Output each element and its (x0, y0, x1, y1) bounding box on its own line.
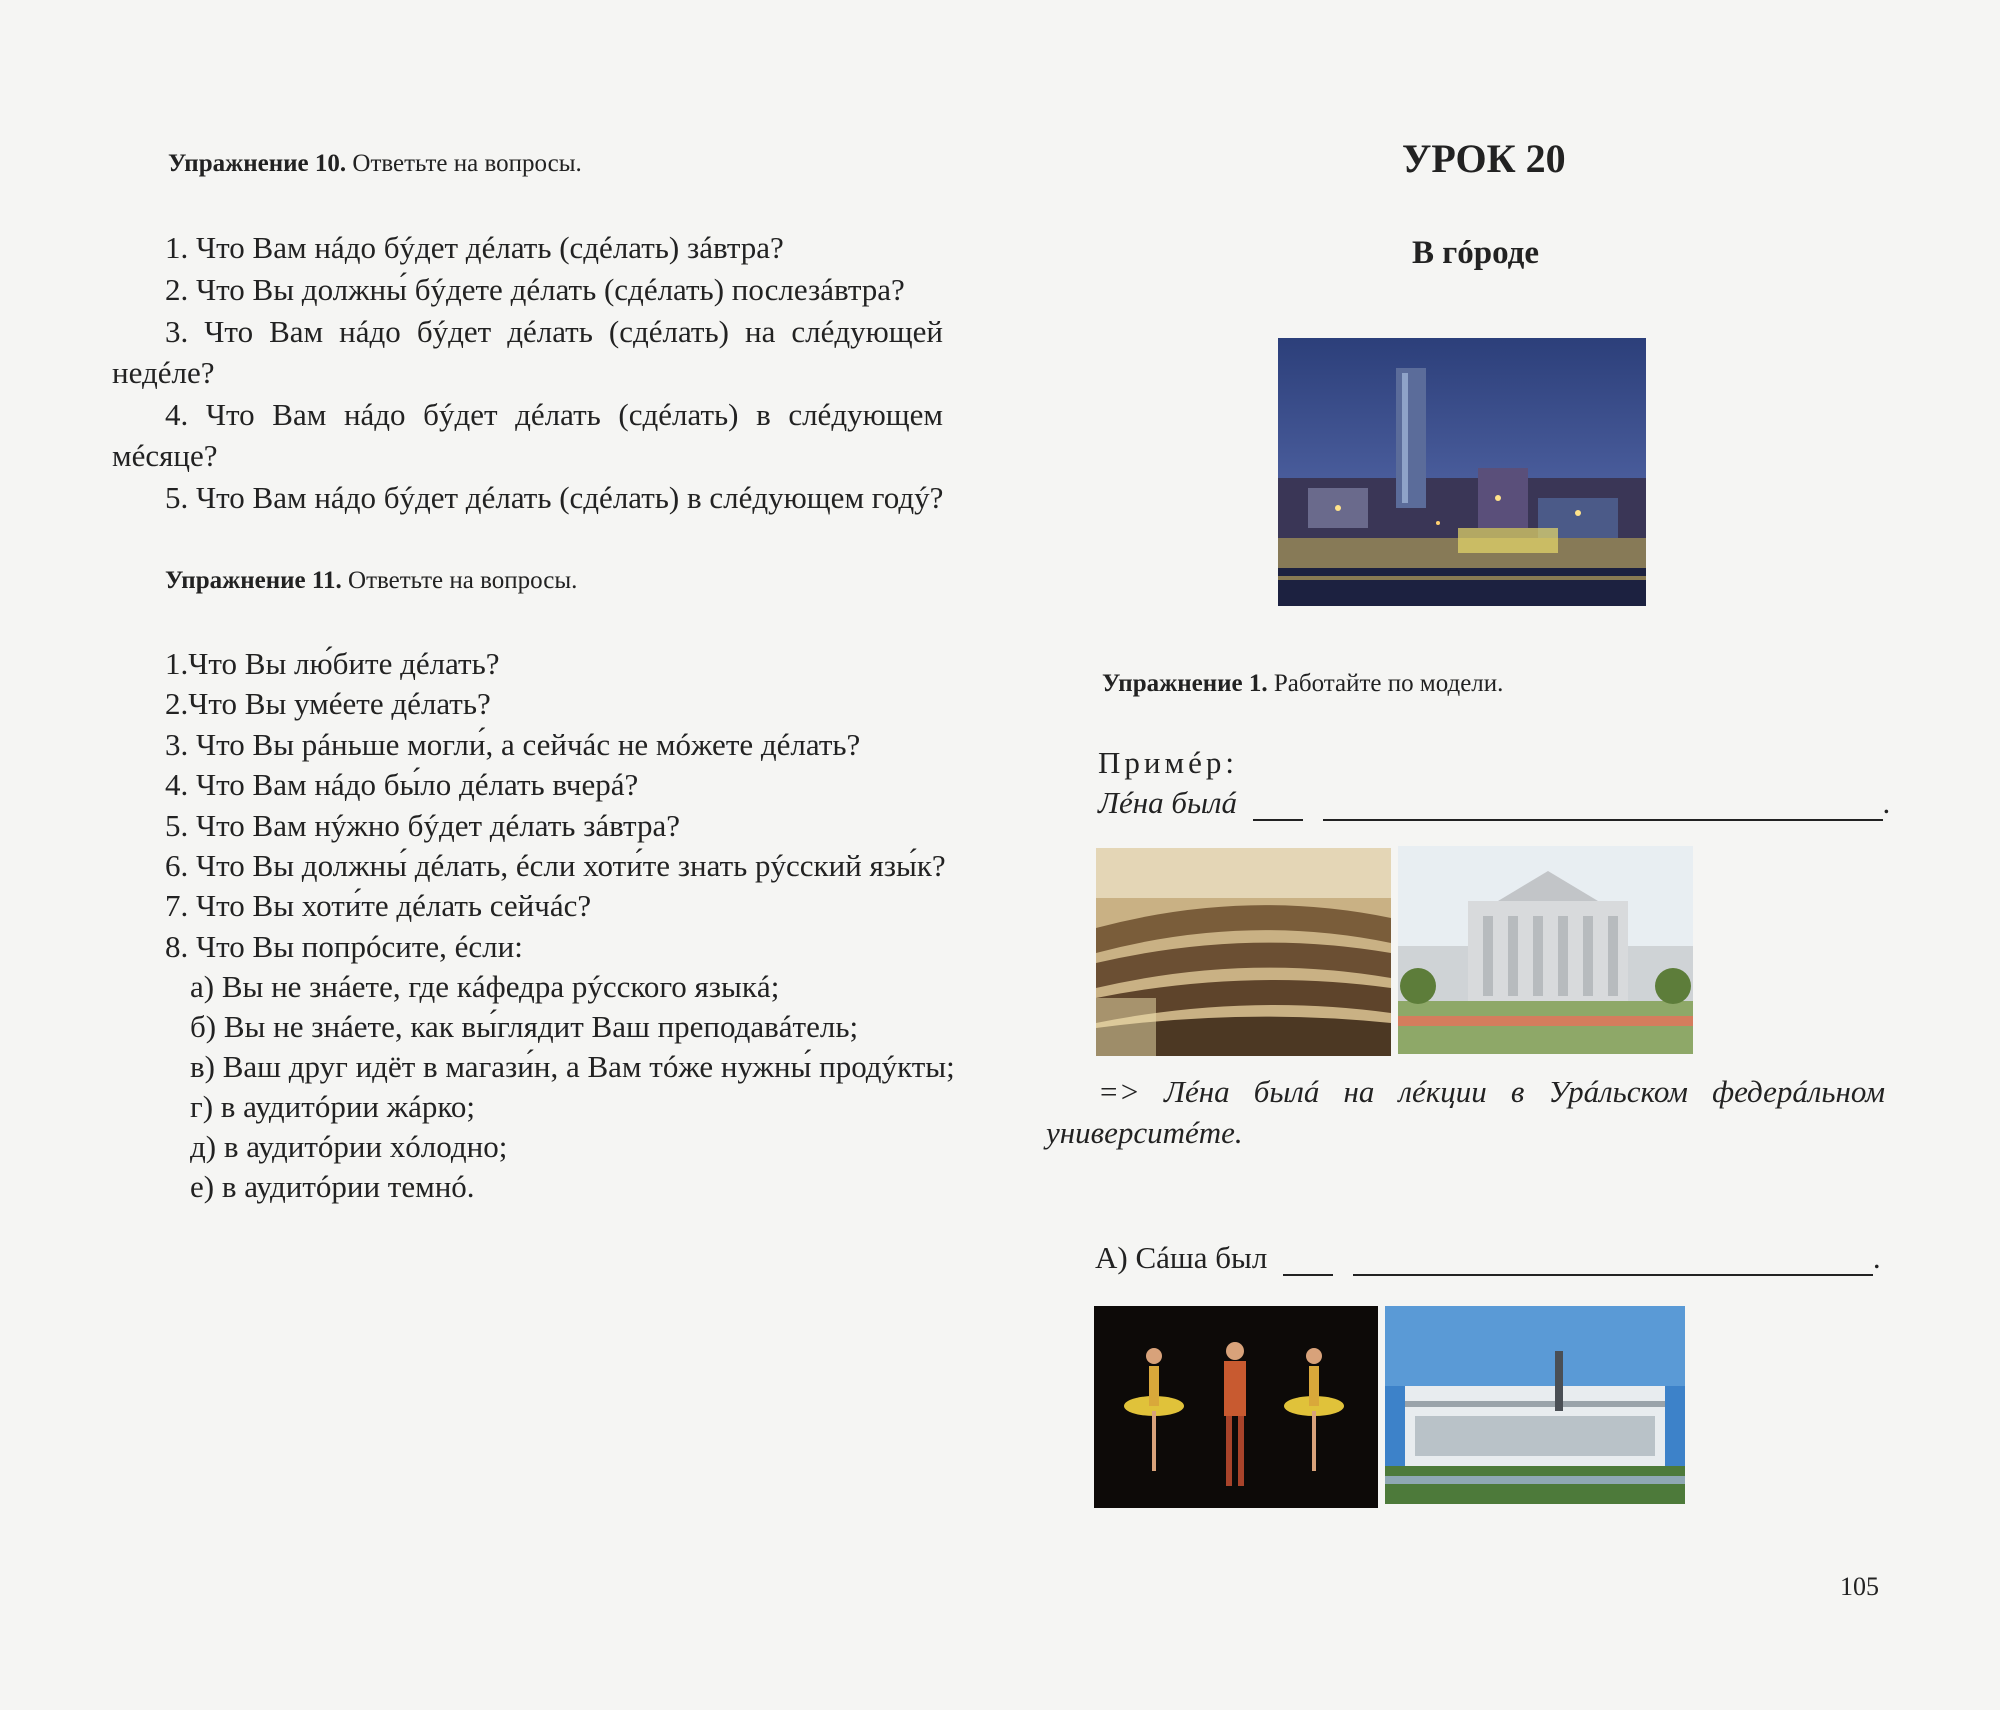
example-answer-line-2: университéте. (1046, 1115, 1243, 1150)
university-building-photo (1398, 846, 1693, 1054)
ex11-question-8: 8. Что Вы попрóсите, éсли: (165, 929, 523, 964)
ex11-question-2: 2.Что Вы умéете дéлать? (165, 686, 491, 721)
ex10-question-4: 4. Что Вам нáдо бýдет дéлать (сдéлать) в слéдующем (165, 397, 943, 432)
exercise-10-label: Упражнение 10. (168, 150, 347, 177)
task-a-blank-short (1283, 1244, 1333, 1276)
lecture-hall-photo (1096, 848, 1391, 1056)
ex11-question-3: 3. Что Вы рáньше могли́, а сейчáс не мóжете дéлать? (165, 727, 861, 762)
ex11-subitem-a: а) Вы не знáете, где кáфедра рýсского языкá; (190, 969, 780, 1004)
task-a-line: А) Сáша был . (1095, 1240, 1881, 1275)
exercise-11-heading (165, 567, 577, 595)
ex10-question-2: 2. Что Вы должны́ бýдете дéлать (сдéлать) послезáвтра? (165, 272, 905, 307)
exercise-1-heading (1102, 670, 1503, 698)
lesson-title: УРОК 20 (1402, 136, 1566, 181)
example-answer-line-1: => Лéна былá на лéкции в Урáльском федерáльном (1098, 1074, 1885, 1109)
exercise-1-label: Упражнение 1. (1102, 670, 1268, 697)
ex11-subitem-g: г) в аудитóрии жáрко; (190, 1089, 476, 1124)
ex11-question-4: 4. Что Вам нáдо бы́ло дéлать вчерá? (165, 767, 639, 802)
task-a-prompt: А) Сáша был (1095, 1240, 1268, 1275)
ballet-photo (1094, 1306, 1378, 1508)
example-blank-short (1253, 789, 1303, 821)
ex11-subitem-d: д) в аудитóрии хóлодно; (190, 1129, 508, 1164)
ex10-question-3-cont: недéле? (112, 355, 215, 390)
theatre-building-photo (1385, 1306, 1685, 1504)
ex11-subitem-v: в) Ваш друг идёт в магази́н, а Вам тóже нужны́ продýкты; (190, 1049, 955, 1084)
lesson-subtitle: В гóроде (1412, 235, 1539, 271)
example-prompt: Лéна былá (1098, 785, 1237, 820)
ex11-question-6: 6. Что Вы должны́ дéлать, éсли хоти́те знать рýсский язы́к? (165, 848, 946, 883)
ex11-question-5: 5. Что Вам нýжно бýдет дéлать зáвтра? (165, 808, 680, 843)
example-blank-long (1323, 789, 1883, 821)
ex11-question-7: 7. Что Вы хоти́те дéлать сейчáс? (165, 888, 592, 923)
example-label: Примéр: (1098, 745, 1238, 780)
ex10-question-3: 3. Что Вам нáдо бýдет дéлать (сдéлать) на слéдующей (165, 314, 943, 349)
exercise-10-task: Ответьте на вопросы. (352, 150, 582, 177)
ex10-question-1: 1. Что Вам нáдо бýдет дéлать (сдéлать) зáвтра? (165, 230, 784, 265)
task-a-blank-long (1353, 1244, 1873, 1276)
city-night-photo (1278, 338, 1646, 606)
ex11-subitem-b: б) Вы не знáете, как вы́глядит Ваш преподавáтель; (190, 1009, 859, 1044)
ex11-subitem-e: е) в аудитóрии темнó. (190, 1169, 475, 1204)
exercise-11-label: Упражнение 11. (165, 567, 342, 594)
ex11-question-1: 1.Что Вы лю́бите дéлать? (165, 646, 500, 681)
right-page (1000, 0, 2000, 1710)
exercise-11-task: Ответьте на вопросы. (348, 567, 578, 594)
example-prompt-line: Лéна былá . (1098, 785, 1891, 820)
exercise-10-heading (168, 150, 582, 178)
exercise-1-task: Работайте по модели. (1273, 670, 1504, 697)
ex10-question-4-cont: мéсяце? (112, 438, 218, 473)
page-number: 105 (1840, 1572, 1879, 1601)
ex10-question-5: 5. Что Вам нáдо бýдет дéлать (сдéлать) в слéдующем годý? (165, 480, 944, 515)
